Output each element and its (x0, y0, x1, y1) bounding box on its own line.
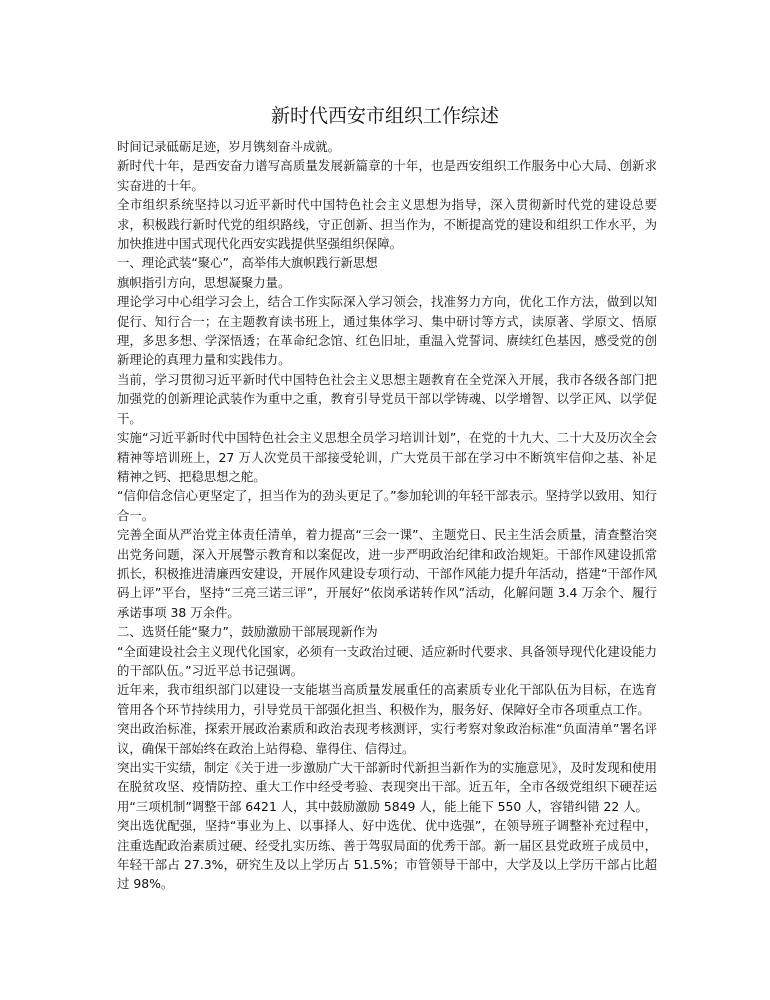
document-body (117, 137, 657, 894)
paragraph-quote-cadre: “信仰信念信心更坚定了，担当作为的劲头更足了。”参加轮训的年轻干部表示。坚持学以致用、知行合一。 (117, 488, 657, 523)
section-heading-2: 二、选贤任能“聚力”，鼓励激励干部展现新作为 (117, 624, 378, 640)
paragraph-recent-years: 近年来，我市组织部门以建设一支能堪当高质量发展重任的高素质专业化干部队伍为目标，在选育管用各个环节持续用力，引导党员干部强化担当、积极作为，服务好、保障好全市各项重点工作。 (117, 682, 657, 717)
paragraph-party-discipline: 完善全面从严治党主体责任清单，着力提高“三会一课”、主题党日、民主生活会质量，清查整治突出党务问题，深入开展警示教育和以案促改，进一步严明政治纪律和政治规矩。干部作风建设抓常抓长，积极推进清廉西安建设，开展作风建设专项行动、干部作风能力提升年活动，搭建“干部作风码上评”平台，坚持“三亮三诺三评”，开展好“依岗承诺转作风”活动，化解问题 3.4 万余个、履行承诺事项 38 万余件。 (117, 527, 657, 620)
paragraph-intro: 时间记录砥砺足迹，岁月镌刻奋斗成就。 (117, 139, 341, 154)
document-title: 新时代西安市组织工作综述 (270, 105, 499, 127)
paragraph-theme-education: 当前，学习贯彻习近平新时代中国特色社会主义思想主题教育在全党深入开展，我市各级各部门把加强党的创新理论武装作为重中之重，教育引导党员干部以学铸魂、以学增智、以学正风、以学促干。 (117, 371, 657, 426)
paragraph-banner: 旗帜指引方向，思想凝聚力量。 (117, 274, 291, 290)
paragraph-practical-results: 突出实干实绩，制定《关于进一步激励广大干部新时代新担当新作为的实施意见》，及时发现和使用在脱贫攻坚、疫情防控、重大工作中经受考验、表现突出干部。近五年，全市各级党组织下硬茬运用“三项机制”调整干部 6421 人，其中鼓励激励 5849 人，能上能下 550 人，容错纠错 22 人。 (117, 760, 657, 814)
paragraph-political-standard: 突出政治标准，探索开展政治素质和政治表现考核测评，实行考察对象政治标准“负面清单”署名评议，确保干部始终在政治上站得稳、靠得住、信得过。 (117, 721, 657, 756)
paragraph-study-group: 理论学习中心组学习会上，结合工作实际深入学习领会，找准努力方向，优化工作方法，做到以知促行、知行合一；在主题教育读书班上，通过集体学习、集中研讨等方式，读原著、学原文、悟原理，多思多想、学深悟透；在革命纪念馆、红色旧址，重温入党誓词、赓续红色基因，感受党的创新理论的真理力量和实践伟力。 (117, 294, 657, 368)
paragraph-training-plan: 实施“习近平新时代中国特色社会主义思想全员学习培训计划”，在党的十九大、二十大及历次全会精神等培训班上，27 万人次党员干部接受轮训，广大党员干部在学习中不断筑牢信仰之基、补足精神之钙、把稳思想之舵。 (117, 430, 657, 484)
paragraph-overview: 全市组织系统坚持以习近平新时代中国特色社会主义思想为指导，深入贯彻新时代党的建设总要求，积极践行新时代党的组织路线，守正创新、担当作为，不断提高党的建设和组织工作水平，为加快推进中国式现代化西安实践提供坚强组织保障。 (117, 197, 657, 252)
paragraph-selection: 突出选优配强，坚持“事业为上、以事择人、好中选优、优中选强”，在领导班子调整补充过程中，注重选配政治素质过硬、经受扎实历练、善于驾驭局面的优秀干部。新一届区县党政班子成员中，年轻干部占 27.3%，研究生及以上学历占 51.5%；市管领导干部中，大学及以上学历干部占比超过 98%。 (117, 818, 657, 892)
paragraph-decade: 新时代十年，是西安奋力谱写高质量发展新篇章的十年，也是西安组织工作服务中心大局、创新求实奋进的十年。 (117, 158, 657, 193)
paragraph-xi-quote: “全面建设社会主义现代化国家，必须有一支政治过硬、适应新时代要求、具备领导现代化建设能力的干部队伍。”习近平总书记强调。 (117, 643, 657, 678)
section-heading-1: 一、理论武装“聚心”，高举伟大旗帜践行新思想 (117, 255, 378, 271)
